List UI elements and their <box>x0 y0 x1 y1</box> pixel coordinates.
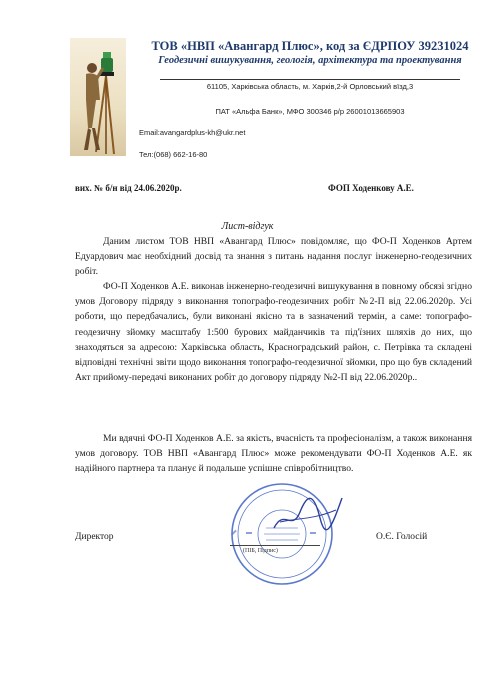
header-divider <box>160 79 460 80</box>
director-label: Директор <box>75 532 114 542</box>
recipient: ФОП Ходенкову А.Е. <box>328 183 414 193</box>
letter-paragraph-1: Даним листом ТОВ НВП «Авангард Плюс» повідомляє, що ФО-П Ходенков Артем Едуардович має необхідний досвід та знання з питань надання послуг інженерно-геодезичних робіт. <box>75 236 472 278</box>
signature-caption: (ПІБ, Підпис) <box>243 548 278 554</box>
company-bank-details: ПАТ «Альфа Банк», МФО 300346 р/р 26001013665903 <box>215 107 405 116</box>
company-phone: Тел:(068) 662-16-80 <box>139 150 208 159</box>
outgoing-number: вих. № б/н від 24.06.2020р. <box>75 183 182 193</box>
letter-paragraph-3: Ми вдячні ФО-П Ходенков А.Е. за якість, вчасність та професіоналізм, а також виконання умов договору. ТОВ НВП «Авангард Плюс» може рекомендувати ФО-П Ходенков А.Е. як надійного партнера та планує й подальше успішне співробітництво. <box>75 433 472 475</box>
company-logo-image <box>70 38 126 156</box>
company-title: ТОВ «НВП «Авангард Плюс», код за ЄДРПОУ 39231024 <box>151 39 469 53</box>
director-signature <box>270 488 350 538</box>
director-name: О.Є. Голосій <box>376 532 428 542</box>
letter-paragraph-2: ФО-П Ходенков А.Е. виконав інженерно-геодезичні вишукування в повному обсязі згідно умов Договору підряду з виконання топографо-геодезичних робіт №2-П від 22.06.2020р. Усі роботи, що передбачались, були виконані якісно та в зазначений термін, а саме: топографо-геодезичну зйомку масштабу 1:500 бурових майданчиків та під'їзних шляхів до них, що знаходяться за адресою: Харківська область, Красноградський район, с. Петрівка та складені відповідні технічні звіти щодо виконання топографо-геодезичної зйомки, про що був складений Акт прийому-передачі виконаних робіт до договору підряду №2-П від 22.06.2020р.. <box>75 281 472 384</box>
company-email: Email:avangardplus-kh@ukr.net <box>139 128 246 137</box>
company-subtitle: Геодезичні вишукування, геологія, архітектура та проектування <box>158 55 462 66</box>
letter-title: Лист-відгук <box>221 221 274 232</box>
signature-line <box>230 545 320 546</box>
company-address: 61105, Харківська область, м. Харків,2-й Орловський вїзд,3 <box>206 82 414 91</box>
